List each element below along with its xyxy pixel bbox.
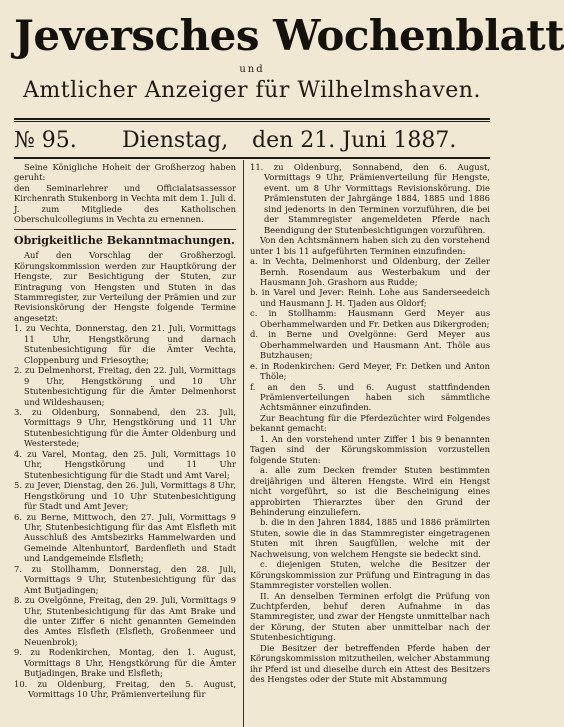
list-item: b. die in den Jahren 1884, 1885 und 1886 prämiirten Stuten, sowie die in das Stammregister eingetragenen Stuten mit ihren Saugfüllen, welche mit der Nachweisung, von welchem Hengste sie bedeckt sind.: [250, 517, 490, 559]
intro-paragraph: Seine Königliche Hoheit der Großherzog haben geruht:: [14, 162, 236, 183]
list-item: e. in Rodenkirchen: Gerd Meyer, Fr. Detken und Anton Thöle;: [250, 360, 490, 382]
issue-date: den 21. Juni 1887.: [252, 128, 457, 153]
masthead-rule-bottom: [14, 157, 490, 159]
masthead-rule-top: [14, 118, 490, 120]
list-item: 11. zu Oldenburg, Sonnabend, den 6. August, Vormittags 9 Uhr, Prämienverteilung für Hengste, event. um 8 Uhr Vormittags Revisionskörung. Die Prämienstuten der Jahrgänge 1884, 1885 und 1886 sind jedenorts in den Terminen vorzuführen, die bei der Stammregister angemeldeten Pferde nach Beendigung der Stutenbesichtigungen vorzuführen.: [250, 162, 490, 235]
body-paragraph: Zur Beachtung für die Pferdezüchter wird Folgendes bekannt gemacht:: [250, 412, 490, 434]
body-paragraph: 1. An den vorstehend unter Ziffer 1 bis 9 benannten Tagen sind der Körungskommission vorzustellen folgende Stuten:: [250, 433, 490, 465]
list-item: c. diejenigen Stuten, welche die Besitzer der Körungskommission zur Prüfung und Eintragung in das Stammregister vorstellen wollen.: [250, 559, 490, 591]
list-item: 5. zu Jever, Dienstag, den 26. Juli, Vormittags 8 Uhr, Hengstkörung und 10 Uhr Stutenbesichtigung für Stadt und Amt Jever;: [14, 480, 236, 512]
body-paragraph: Von den Achtsmännern haben sich zu den vorstehend unter 1 bis 11 aufgeführten Terminen einzufinden:: [250, 235, 490, 256]
list-item: 7. zu Stollhamm, Donnerstag, den 28. Juli, Vormittags 9 Uhr, Stutenbesichtigung für das Amt Butjadingen;: [14, 563, 236, 595]
issue-weekday: Dienstag,: [122, 128, 229, 153]
body-paragraph: II. An denselben Terminen erfolgt die Prüfung von Zuchtpferden, behuf deren Aufnahme in das Stammregister, und zwar der Hengste unmittelbar nach der Körung, der Stuten aber unmittelbar nach der Stutenbesichtigung.: [250, 590, 490, 643]
right-column: [250, 162, 490, 685]
list-item: 6. zu Berne, Mittwoch, den 27. Juli, Vormittags 9 Uhr, Stutenbesichtigung für das Amt Elsfleth mit Ausschluß des Amtsbezirks Hammelwarden und Gemeinde Altenhuntorf, Bardenfleth und Stadt und Landgemeinde Elsfleth;: [14, 511, 236, 564]
issue-line: [14, 126, 490, 156]
list-item: 2. zu Delmenhorst, Freitag, den 22. Juli, Vormittags 9 Uhr, Hengstkörung und 10 Uhr Stutenbesichtigung für die Ämter Delmenhorst und Wildeshausen;: [14, 365, 236, 407]
newspaper-title: Jeversches Wochenblatt: [14, 11, 564, 60]
list-item: 8. zu Ovelgönne, Freitag, den 29. Juli, Vormittags 9 Uhr, Stutenbesichtigung für das Amt Brake und die unter Ziffer 6 nicht genannten Gemeinden des Amtes Elsfleth (Elsfleth, Großenmeer und Neuenbrok);: [14, 595, 236, 647]
list-item: c. in Stollhamm: Hausmann Gerd Meyer aus Oberhammelwarden und Fr. Detken aus Dikergroden;: [250, 308, 490, 329]
list-item: d. in Berne und Ovelgönne: Gerd Meyer aus Oberhammelwarden und Hausmann Ant. Thöle aus Butzhausen;: [250, 329, 490, 361]
list-item: a. alle zum Decken fremder Stuten bestimmten dreijährigen und älteren Hengste. Wird ein Hengst nicht vorgeführt, so ist die Bescheinigung eines approbirten Thierarztes über den Grund der Behinderung einzuliefern.: [250, 465, 490, 517]
body-paragraph: Auf den Vorschlag der Großherzogl. Körungskommission werden zur Hauptkörung der Hengste, zur Besichtigung der Stuten, zur Eintragung von Hengsten und Stuten in das Stammregister, zur Verteilung der Prämien und zur Revisionskörung der Hengste folgende Termine angesetzt:: [14, 250, 236, 323]
list-item: 10. zu Oldenburg, Freitag, den 5. August, Vormittags 10 Uhr, Prämienverteilung für: [14, 678, 236, 700]
list-item: 9. zu Rodenkirchen, Montag, den 1. August, Vormittags 8 Uhr, Hengstkörung für die Ämter Butjadingen, Brake und Elsfleth;: [14, 647, 236, 679]
list-item: f. an den 5. und 6. August stattfindenden Prämienverteilungen haben sich sämmtliche Achtsmänner einzufinden.: [250, 381, 490, 413]
masthead: [0, 0, 564, 160]
list-item: a. in Vechta, Delmenhorst und Oldenburg, der Zeller Bernh. Rosendaum aus Westerbakum und der Hausmann Joh. Grashorn aus Rudde;: [250, 256, 490, 287]
left-column: [14, 162, 236, 700]
intro-paragraph: den Seminarlehrer und Officialatsassessor Kirchenrath Stukenborg in Vechta mit dem 1. Juli d. J. zum Mitgliede des Katholischen Oberschulcollegiums in Vechta zu ernennen.: [14, 182, 236, 225]
masthead-rule-thin: [14, 121, 490, 122]
list-item: b. in Varel und Jever: Reinh. Lohe aus Sanderseedeich und Hausmann J. H. Tjaden aus Oldorf;: [250, 287, 490, 308]
list-item: 3. zu Oldenburg, Sonnabend, den 23. Juli, Vormittags 9 Uhr, Hengstkörung und 11 Uhr Stutenbesichtigung für die Ämter Oldenburg und Westerstede;: [14, 406, 236, 449]
column-divider: [243, 160, 244, 727]
title-conjunction: und: [239, 64, 265, 75]
issue-number: № 95.: [14, 128, 77, 153]
list-item: 1. zu Vechta, Donnerstag, den 21. Juli, Vormittags 11 Uhr, Hengstkörung und darnach Stutenbesichtigung für die Ämter Vechta, Cloppenburg und Friesoythe;: [14, 323, 236, 365]
section-rule: [14, 229, 236, 230]
body-paragraph: Die Besitzer der betreffenden Pferde haben der Körungskommission mitzutheilen, welcher Abstammung ihr Pferd ist und dieselbe durch ein Attest des Besitzers des Hengstes oder der Stute mit Abstammung: [250, 642, 490, 685]
section-heading: Obrigkeitliche Bekanntmachungen.: [14, 233, 235, 247]
list-item: 4. zu Varel, Montag, den 25. Juli, Vormittags 10 Uhr, Hengstkörung und 11 Uhr Stutenbesichtigung für die Stadt und Amt Varel;: [14, 448, 236, 480]
newspaper-subtitle: Amtlicher Anzeiger für Wilhelmshaven.: [23, 78, 481, 103]
